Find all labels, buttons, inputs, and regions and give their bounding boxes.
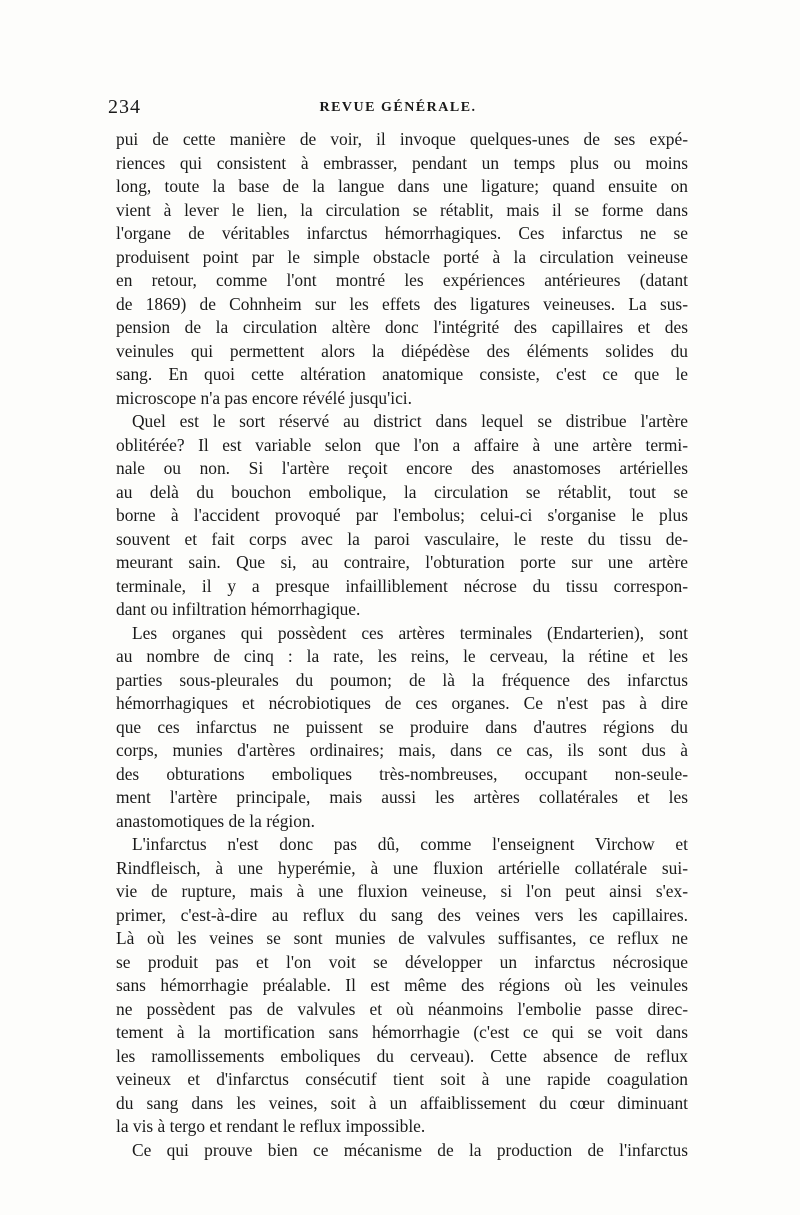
text-line: que ces infarctus ne puissent se produire dans d'autres régions du: [116, 716, 688, 737]
text-line: Rindfleisch, à une hyperémie, à une fluxion artérielle collatérale sui-: [116, 857, 688, 878]
text-line: parties sous-pleurales du poumon; de là la fréquence des infarctus: [116, 669, 688, 690]
text-line: vie de rupture, mais à une fluxion veineuse, si l'on peut ainsi s'ex-: [116, 881, 688, 901]
running-title: REVUE GÉNÉRALE.: [319, 100, 477, 115]
text-line: long, toute la base de la langue dans une ligature; quand ensuite on: [116, 176, 688, 196]
text-line: la vis à tergo et rendant le reflux impossible.: [116, 1116, 426, 1136]
text-line: terminale, il y a presque infailliblement nécrose du tissu correspon-: [116, 575, 688, 596]
text-line: borne à l'accident provoqué par l'embolus; celui-ci s'organise le plus: [116, 505, 688, 525]
body-text: [116, 128, 688, 1162]
text-line: oblitérée? Il est variable selon que l'on a affaire à une artère termi-: [116, 434, 688, 455]
page-header: [108, 96, 688, 126]
text-line: l'organe de véritables infarctus hémorrhagiques. Ces infarctus ne se: [116, 223, 688, 243]
text-line: de 1869) de Cohnheim sur les effets des ligatures veineuses. La sus-: [116, 293, 688, 314]
text-line: Les organes qui possèdent ces artères terminales (Endarterien), sont: [132, 622, 688, 643]
page-number: 234: [108, 96, 141, 118]
text-line: pension de la circulation altère donc l'intégrité des capillaires et des: [116, 317, 688, 337]
text-line: tement à la mortification sans hémorrhagie (c'est ce qui se voit dans: [116, 1022, 688, 1042]
text-line: Ce qui prouve bien ce mécanisme de la production de l'infarctus: [132, 1139, 688, 1160]
text-line: au delà du bouchon embolique, la circulation se rétablit, tout se: [116, 481, 688, 502]
text-line: Là où les veines se sont munies de valvules suffisantes, ce reflux ne: [116, 928, 688, 948]
text-line: hémorrhagiques et nécrobiotiques de ces organes. Ce n'est pas à dire: [116, 693, 688, 713]
text-line: meurant sain. Que si, au contraire, l'obturation porte sur une artère: [116, 552, 688, 572]
text-line: au nombre de cinq : la rate, les reins, le cerveau, la rétine et les: [116, 646, 688, 666]
text-line: veinules qui permettent alors la diépédèse des éléments solides du: [116, 340, 688, 361]
text-line: primer, c'est-à-dire au reflux du sang des veines vers les capillaires.: [116, 904, 688, 925]
text-line: ne possèdent pas de valvules et où néanmoins l'embolie passe direc-: [116, 998, 688, 1019]
text-line: produisent point par le simple obstacle porté à la circulation veineuse: [116, 246, 688, 267]
text-line: L'infarctus n'est donc pas dû, comme l'enseignent Virchow et: [132, 834, 688, 854]
text-line: des obturations emboliques très-nombreuses, occupant non-seule-: [116, 763, 688, 784]
text-line: souvent et fait corps avec la paroi vasculaire, le reste du tissu de-: [116, 528, 688, 549]
text-line: anastomotiques de la région.: [116, 810, 315, 831]
text-line: dant ou infiltration hémorrhagique.: [116, 599, 361, 619]
text-line: microscope n'a pas encore révélé jusqu'ici.: [116, 387, 412, 408]
text-line: du sang dans les veines, soit à un affaiblissement du cœur diminuant: [116, 1092, 688, 1113]
text-line: sans hémorrhagie préalable. Il est même des régions où les veinules: [116, 975, 688, 995]
text-line: ment l'artère principale, mais aussi les artères collatérales et les: [116, 787, 688, 807]
text-line: nale ou non. Si l'artère reçoit encore des anastomoses artérielles: [116, 458, 688, 478]
text-line: en retour, comme l'ont montré les expériences antérieures (datant: [116, 270, 688, 290]
text-line: Quel est le sort réservé au district dans lequel se distribue l'artère: [132, 411, 688, 431]
text-line: veineux et d'infarctus consécutif tient soit à une rapide coagulation: [116, 1069, 688, 1089]
text-line: vient à lever le lien, la circulation se rétablit, mais il se forme dans: [116, 199, 688, 220]
text-line: les ramollissements emboliques du cerveau). Cette absence de reflux: [116, 1045, 688, 1066]
text-line: riences qui consistent à embrasser, pendant un temps plus ou moins: [116, 152, 688, 173]
text-line: pui de cette manière de voir, il invoque quelques-unes de ses expé-: [116, 129, 688, 149]
text-line: corps, munies d'artères ordinaires; mais, dans ce cas, ils sont dus à: [116, 740, 688, 760]
text-line: sang. En quoi cette altération anatomique consiste, c'est ce que le: [116, 364, 688, 384]
text-line: se produit pas et l'on voit se développer un infarctus nécrosique: [116, 951, 688, 972]
